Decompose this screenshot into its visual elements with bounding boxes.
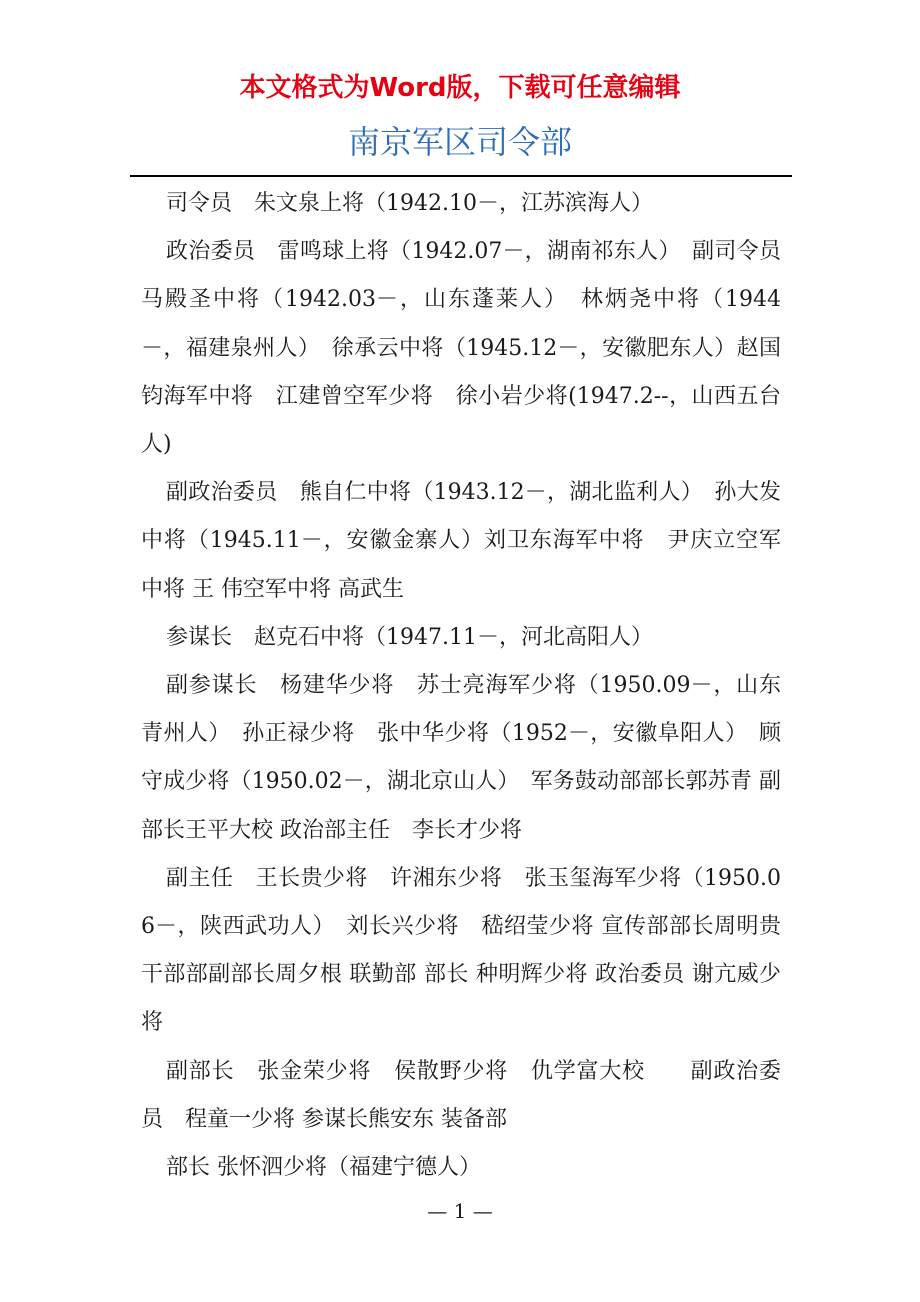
paragraph-deputy-minister: 副部长 张金荣少将 侯散野少将 仇学富大校 副政治委员 程童一少将 参谋长熊安东 装备部	[141, 1058, 781, 1132]
document-title: 南京军区司令部	[347, 123, 572, 161]
paragraph-commander: 司令员 朱文泉上将（1942.10－，江苏滨海人）	[166, 191, 653, 216]
paragraph-deputy-political-commissar: 副政治委员 熊自仁中将（1943.12－，湖北监利人） 孙大发中将（1945.11－，安徽金寨人）刘卫东海军中将 尹庆立空军中将 王 伟空军中将 高武生	[141, 480, 781, 602]
paragraph-deputy-chief-of-staff: 副参谋长 杨建华少将 苏士亮海军少将（1950.09－，山东青州人） 孙正禄少将 张中华少将（1952－，安徽阜阳人） 顾守成少将（1950.02－，湖北京山人） 军务鼓动部部长郭苏青 副部长王平大校 政治部主任 李长才少将	[141, 673, 781, 843]
paragraph-political-commissar: 政治委员 雷鸣球上将（1942.07－，湖南祁东人） 副司令员 马殿圣中将（1942.03－，山东蓬莱人） 林炳尧中将（1944－，福建泉州人） 徐承云中将（1945.12－，安徽肥东人）赵国钧海军中将 江建曾空军少将 徐小岩少将(1947.2--，山西五台人)	[141, 239, 804, 458]
paragraph-chief-of-staff: 参谋长 赵克石中将（1947.11－，河北高阳人）	[166, 624, 653, 650]
format-banner: 本文格式为Word版，下载可任意编辑	[239, 73, 681, 103]
paragraph-minister: 部长 张怀泗少将（福建宁德人）	[166, 1155, 481, 1181]
page-number: — 1 —	[427, 1199, 493, 1223]
paragraph-deputy-director: 副主任 王长贵少将 许湘东少将 张玉玺海军少将（1950.06－，陕西武功人） 刘长兴少将 嵇绍莹少将 宣传部部长周明贵 干部部副部长周夕根 联勤部 部长 种明辉少将 政治委员 谢亢威少将	[141, 865, 781, 1036]
document-body	[141, 180, 804, 1192]
title-divider	[130, 175, 792, 177]
